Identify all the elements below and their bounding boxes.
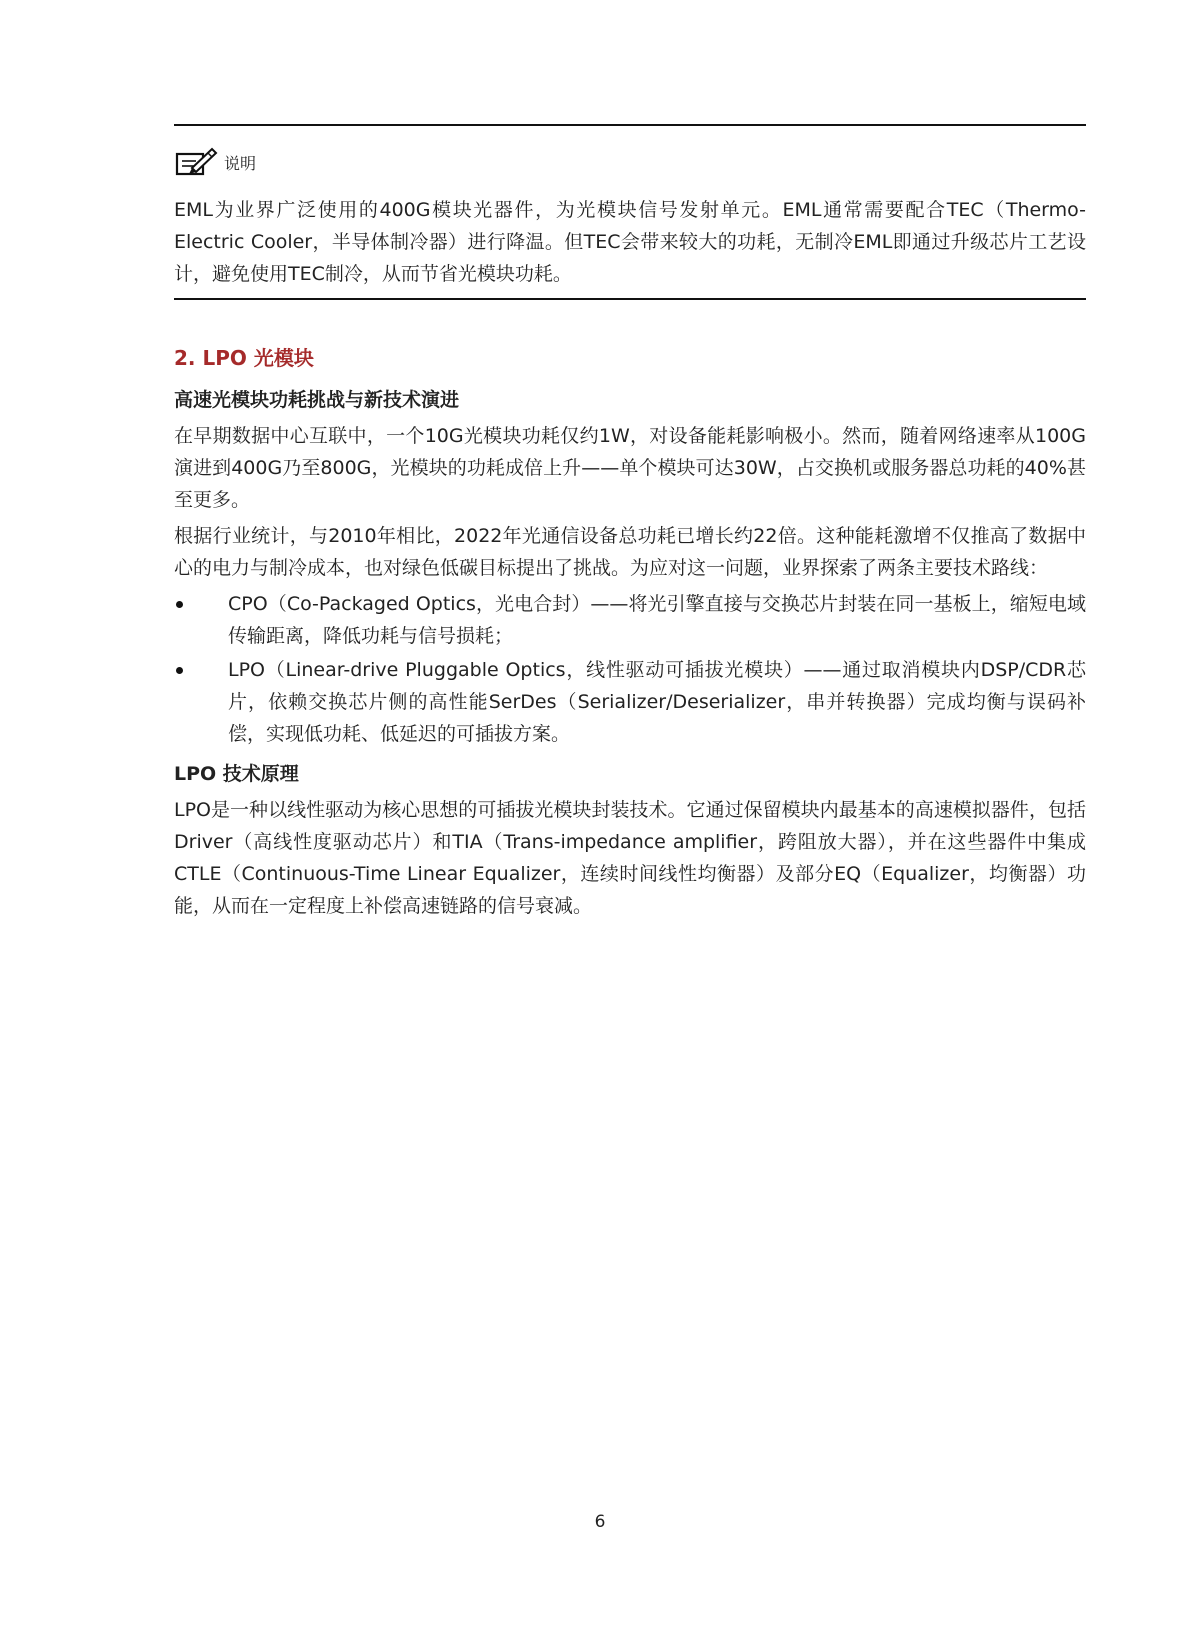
paragraph-1: 在早期数据中心互联中，一个10G光模块功耗仅约1W，对设备能耗影响极小。然而，随着网络速率从100G演进到400G乃至800G，光模块的功耗成倍上升——单个模块可达30W，占交换机或服务器总功耗的40%甚至更多。	[174, 425, 1086, 511]
note-pencil-icon	[174, 145, 218, 179]
list-item	[174, 588, 1086, 652]
subtitle-lpo-principle: LPO 技术原理	[174, 763, 299, 785]
paragraph-2: 根据行业统计，与2010年相比，2022年光通信设备总功耗已增长约22倍。这种能耗激增不仅推高了数据中心的电力与制冷成本，也对绿色低碳目标提出了挑战。为应对这一问题，业界探索了两条主要技术路线：	[174, 525, 1086, 579]
main-content	[174, 344, 1086, 926]
list-item-text: CPO（Co-Packaged Optics，光电合封）——将光引擎直接与交换芯片封装在同一基板上，缩短电域传输距离，降低功耗与信号损耗；	[228, 593, 1086, 647]
list-item	[174, 654, 1086, 750]
section-title: 2. LPO 光模块	[174, 346, 314, 370]
note-box	[174, 124, 1086, 300]
tech-route-list	[174, 588, 1086, 750]
note-label: 说明	[224, 153, 257, 173]
note-header	[174, 144, 1086, 180]
paragraph-3: LPO是一种以线性驱动为核心思想的可插拔光模块封装技术。它通过保留模块内最基本的高速模拟器件，包括Driver（高线性度驱动芯片）和TIA（Trans-impedance amplifier，跨阻放大器），并在这些器件中集成CTLE（Continuous-Time Linear Equalizer，连续时间线性均衡器）及部分EQ（Equalizer，均衡器）功能，从而在一定程度上补偿高速链路的信号衰减。	[174, 799, 1086, 917]
list-item-text: LPO（Linear-drive Pluggable Optics，线性驱动可插拔光模块）——通过取消模块内DSP/CDR芯片，依赖交换芯片侧的高性能SerDes（Serializer/Deserializer，串并转换器）完成均衡与误码补偿，实现低功耗、低延迟的可插拔方案。	[228, 659, 1086, 745]
page-number: 6	[594, 1512, 606, 1532]
bullet-dot-icon	[176, 601, 183, 608]
subtitle-power-challenge: 高速光模块功耗挑战与新技术演进	[174, 389, 460, 411]
bullet-dot-icon	[176, 667, 183, 674]
note-text: EML为业界广泛使用的400G模块光器件，为光模块信号发射单元。EML通常需要配合TEC（Thermo-Electric Cooler，半导体制冷器）进行降温。但TEC会带来较大的功耗，无制冷EML即通过升级芯片工艺设计，避免使用TEC制冷，从而节省光模块功耗。	[174, 199, 1086, 285]
